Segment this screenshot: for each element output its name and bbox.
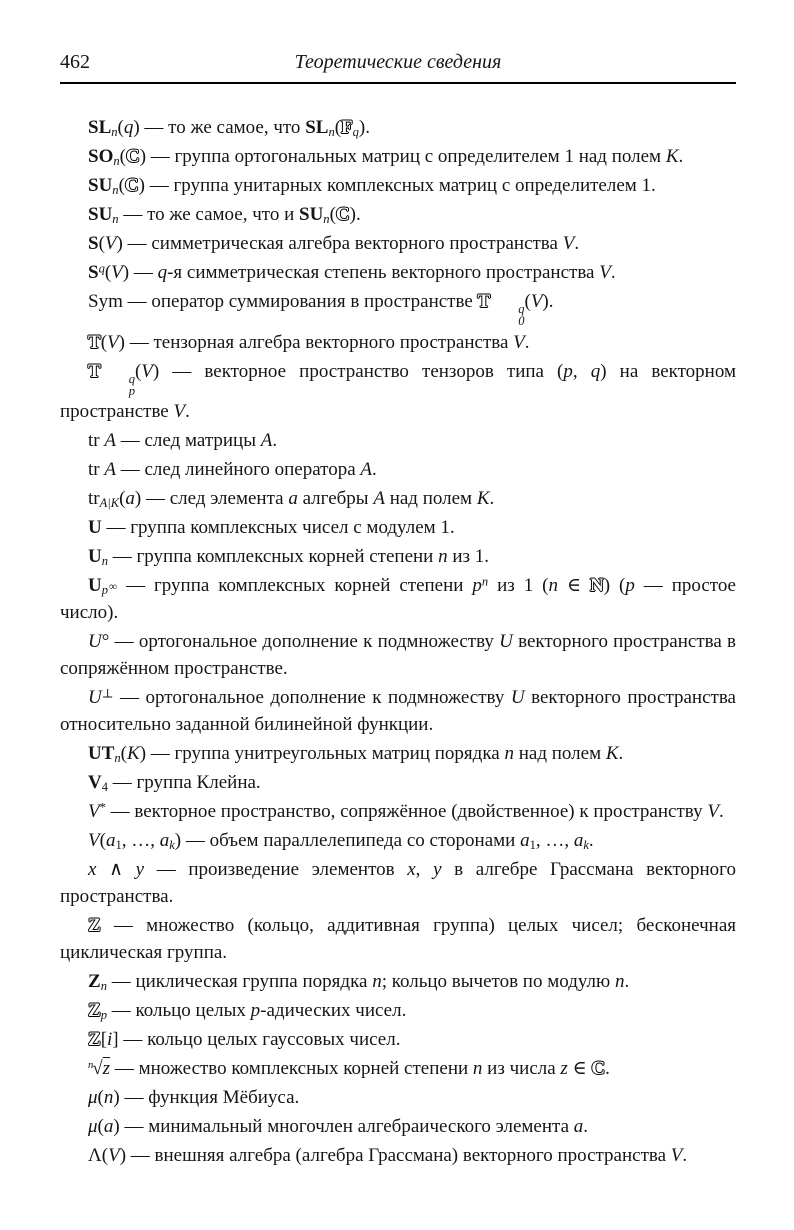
glossary-entry: $V_4$ — группа Клейна. (88, 771, 261, 795)
glossary-entry: $Z_p$ — кольцо целых p-адических чисел. (88, 999, 407, 1023)
glossary-entry: x ∧ y — произведение элементов x, y в алгебре Грассмана векторного пространства. (60, 858, 736, 907)
sub-sup-stack: q 0 (518, 301, 525, 328)
glossary-entry: tr A — след матрицы A. (88, 429, 278, 451)
glossary-entry: $SO_n(C)$ — группа ортогональных матриц с определителем 1 над полем K. (88, 146, 684, 169)
glossary-entry: $Z_n$ — циклическая группа порядка n; кольцо вычетов по модулю n. (88, 970, 630, 994)
glossary-entry: $SL_n(q)$ — то же самое, что $SL_n(F_q)$. (88, 117, 370, 140)
glossary-entry: tr A — след линейного оператора A. (88, 458, 377, 480)
glossary-entry: U° — ортогональное дополнение к подмножеству U векторного пространства в сопряжённом пространстве. (60, 630, 736, 679)
glossary-entry: V* — векторное пространство, сопряжённое (двойственное) к пространству V. (88, 800, 724, 822)
glossary-entry: $UT_n(K)$ — группа унитреугольных матриц порядка n над полем K. (88, 742, 624, 766)
glossary-content (60, 114, 736, 1169)
page-body (60, 50, 736, 1171)
glossary-entry: U — группа комплексных чисел с модулем 1. (88, 516, 455, 538)
glossary-entry: $U_n$ — группа комплексных корней степени n из 1. (88, 545, 490, 569)
glossary-entry: Λ(V) — внешняя алгебра (алгебра Грассмана) векторного пространства V. (88, 1144, 688, 1166)
sub-sup-stack: q p (128, 372, 135, 398)
glossary-entry: Z[i] — кольцо целых гауссовых чисел. (88, 1028, 401, 1050)
glossary-entry: Sym — оператор суммирования в пространстве T q 0 (V). (88, 291, 554, 328)
glossary-entry: $S^q(V)$ — q-я симметрическая степень векторного пространства V. (88, 261, 616, 283)
glossary-entry: $SU_n(C)$ — группа унитарных комплексных матриц с определителем 1. (88, 175, 656, 198)
glossary-entry: $V(a_1$, …, $a_k$) — объем параллелепипеда со сторонами $a_1$, …, $a_k$. (88, 829, 594, 853)
page-header (60, 50, 736, 84)
glossary-entry: Z — множество (кольцо, аддитивная группа) целых чисел; бесконечная циклическая группа. (60, 914, 736, 963)
glossary-entry: T(V) — тензорная алгебра векторного пространства V. (88, 332, 530, 354)
glossary-entry: $U_p\infty$ — группа комплексных корней степени $p^n$ из 1 (n ∈ N) (p — простое число). (60, 574, 736, 623)
glossary-entry: μ(a) — минимальный многочлен алгебраического элемента a. (88, 1115, 589, 1137)
page-number: 462 (60, 51, 90, 73)
running-head: Теоретические сведения (294, 51, 502, 73)
glossary-entry: U⊥ — ортогональное дополнение к подмножеству U векторного пространства относительно заданной билинейной функции. (60, 686, 736, 735)
glossary-entry: μ(n) — функция Мёбиуса. (88, 1086, 300, 1108)
glossary-entry: S(V) — симметрическая алгебра векторного пространства V. (88, 233, 580, 254)
glossary-entry: T q p (V) — векторное пространство тензоров типа (p, q) на векторном пространстве V. (60, 361, 736, 422)
glossary-entry: $^n$√z — множество комплексных корней степени n из числа z ∈ C. (88, 1057, 610, 1079)
glossary-entry: $tr_{A|K}(a)$ — след элемента a алгебры A над полем K. (88, 487, 495, 511)
glossary-entry: $SU_n$ — то же самое, что и $SU_n(C)$. (88, 204, 361, 227)
